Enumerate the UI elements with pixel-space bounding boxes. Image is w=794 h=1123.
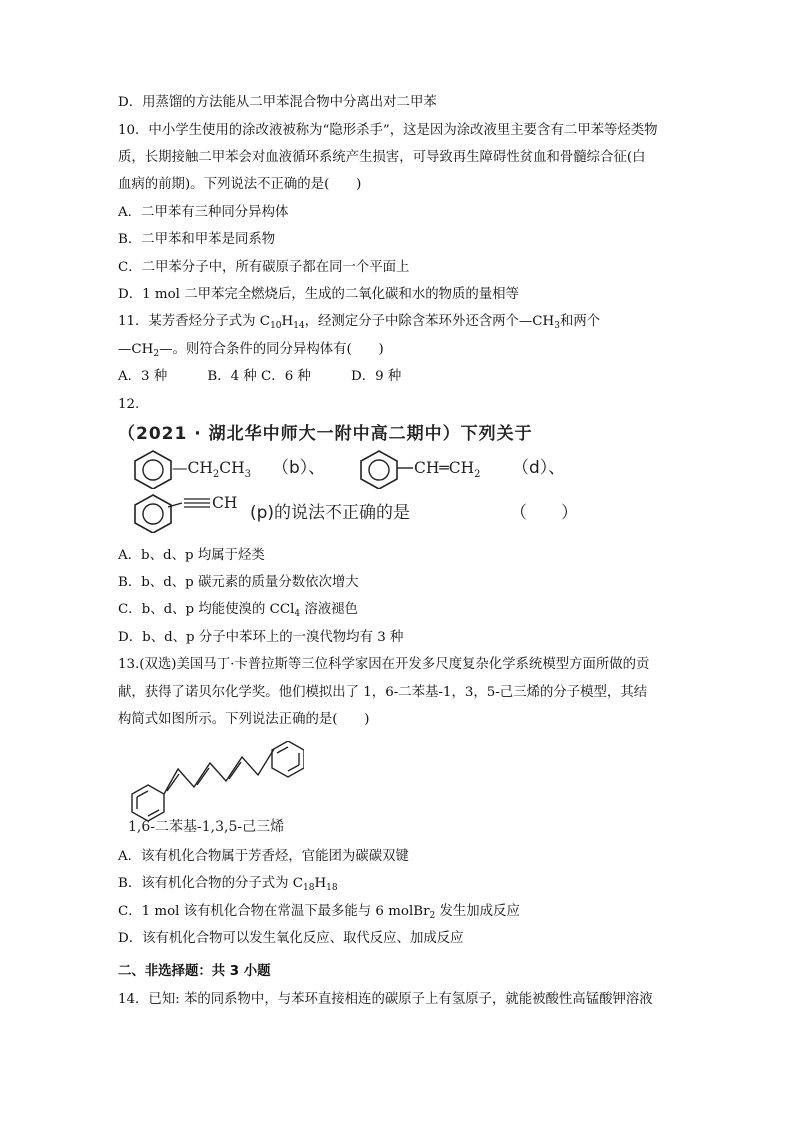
- triple-bond-p: [168, 495, 216, 511]
- q10-option-d: D．1 mol 二甲苯完全燃烧后，生成的二氧化碳和水的物质的量相等: [118, 287, 519, 302]
- ethyl-group: $—CH_2CH_3$: [172, 459, 252, 480]
- q10-stem-line2: 质，长期接触二甲苯会对血液循环系统产生损害，可导致再生障碍性贫血和骨髓综合征(白: [118, 150, 646, 165]
- label-b: （b）、: [272, 458, 326, 478]
- q13-option-b: B．该有机化合物的分子式为 $C_{18}H_{18}$: [118, 876, 338, 893]
- q13-option-d: D．该有机化合物可以发生氧化反应、取代反应、加成反应: [118, 931, 464, 946]
- q12-option-d: D．b、d、p 分子中苯环上的一溴代物均有 3 种: [118, 630, 404, 645]
- label-d: （d）、: [512, 458, 566, 478]
- structure-caption: 1,6-二苯基-1,3,5-己三烯: [128, 819, 285, 835]
- q10-stem-line3: 血病的前期)。下列说法不正确的是( ): [118, 177, 362, 192]
- q10-stem-line1: 10．中小学生使用的涂改液被称为“隐形杀手”，这是因为涂改液里主要含有二甲苯等烃类物: [118, 123, 658, 138]
- benzene-ring-b: [128, 449, 178, 489]
- section-heading: 二、非选择题：共 3 小题: [118, 964, 271, 979]
- q11-options: A．3 种 B．4 种 C．6 种 D．9 种: [118, 369, 402, 384]
- q13-option-a: A．该有机化合物属于芳香烃，官能团为碳碳双键: [118, 849, 409, 864]
- q13-option-c: C．1 mol 该有机化合物在常温下最多能与 6 molBr$_2$ 发生加成反应: [118, 904, 520, 921]
- q10-option-b: B．二甲苯和甲苯是同系物: [118, 232, 276, 247]
- q12-option-c: C．b、d、p 均能使溴的 CCl$_4$ 溶液褪色: [118, 602, 358, 619]
- vinyl-group: $CH═CH_2$: [414, 459, 481, 480]
- bond-d: [397, 466, 413, 470]
- q13-stem-line1: 13.(双选)美国马丁·卡普拉斯等三位科学家因在开发多尺度复杂化学系统模型方面所做的贡: [118, 657, 650, 672]
- answer-bracket: （ ）: [510, 503, 578, 523]
- q14-stem-line1: 14．已知: 苯的同系物中，与苯环直接相连的碳原子上有氢原子，就能被酸性高锰酸钾溶液: [118, 992, 653, 1007]
- q13-stem-line2: 献，获得了诺贝尔化学奖。他们模拟出了 1，6-二苯基-1，3，5-己三烯的分子模型，其结: [118, 685, 648, 700]
- q11-stem-line1: 11．某芳香烃分子式为 $C_{10}H_{14}$，经测定分子中除含苯环外还含两个$—CH_3$和两个: [118, 314, 601, 331]
- q11-stem-line2: $—CH_2—$。则符合条件的同分异构体有( ): [118, 342, 384, 359]
- q12-option-b: B．b、d、p 碳元素的质量分数依次增大: [118, 575, 359, 590]
- q13-stem-line3: 构简式如图所示。下列说法正确的是( ): [118, 712, 370, 727]
- diphenylhexatriene-structure: [130, 741, 304, 821]
- q12-number: 12.: [118, 397, 140, 412]
- ethynyl-ch: CH: [212, 494, 238, 512]
- q12-header: （2021 · 湖北华中师大一附中高二期中）下列关于: [118, 424, 533, 444]
- q12-option-a: A．b、d、p 均属于烃类: [118, 548, 265, 563]
- label-p-question: (p)的说法不正确的是: [250, 503, 411, 523]
- q9-option-d: D．用蒸馏的方法能从二甲苯混合物中分离出对二甲苯: [118, 95, 437, 110]
- q10-option-a: A．二甲苯有三种同分异构体: [118, 205, 289, 220]
- q10-option-c: C．二甲苯分子中，所有碳原子都在同一个平面上: [118, 260, 410, 275]
